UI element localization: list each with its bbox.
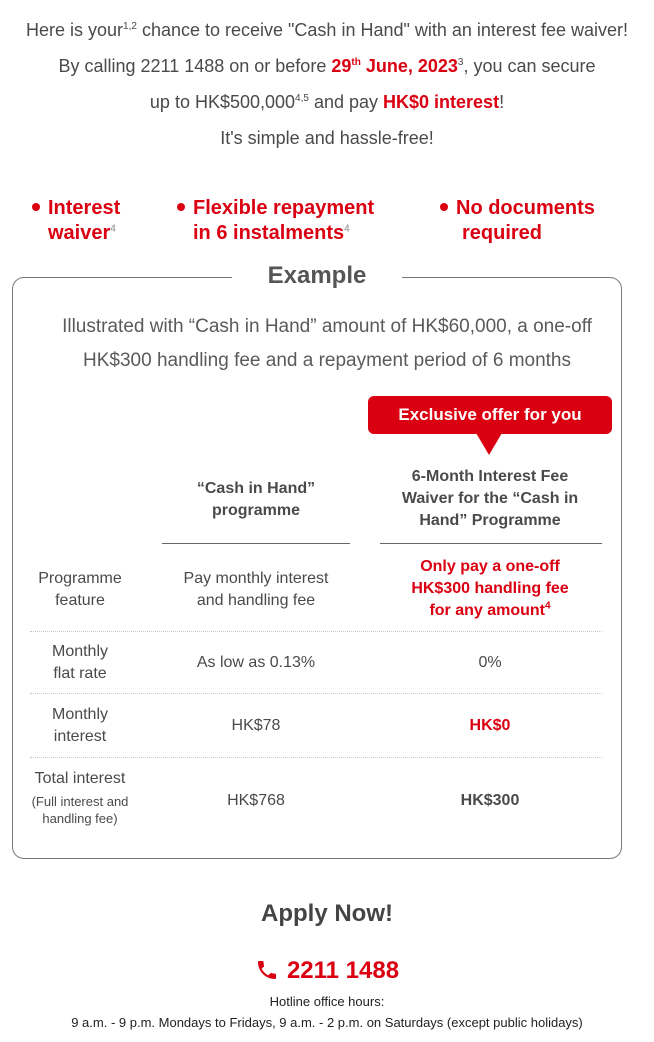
row3-col1-value: HK$78 [231,717,281,734]
row4-col2-value: HK$300 [460,792,520,809]
example-title: Example [267,262,367,289]
row1-col1-value: Pay monthly interest and handling fee [183,570,329,609]
row-label-total-interest: Total interest (Full interest and handling fee) [31,770,129,826]
row-label-programme-feature: Programme feature [38,570,122,609]
col-header-cash-in-hand: “Cash in Hand” programme [196,480,316,519]
phone-icon [255,958,279,982]
offer-badge-pointer [476,433,502,455]
zero-interest-highlight: HK$0 interest [383,92,500,112]
bullet-dot-icon [32,203,40,211]
benefit-interest-waiver: Interest waiver$^4$ [32,196,120,246]
bullet-dot-icon [177,203,185,211]
row-label-monthly-flat-rate: Monthly flat rate [51,643,109,682]
intro-line-4: It's simple and hassle-free! [220,128,434,148]
hotline-number[interactable]: 2211 1488 [286,957,400,984]
col1-header-divider [162,543,350,544]
col2-header-divider [380,543,602,544]
row-divider [30,631,602,632]
intro-text [0,12,654,156]
deadline-date: 29th June, 2023 [331,56,458,76]
row2-col2-value: 0% [478,654,502,671]
example-description: Illustrated with “Cash in Hand” amount of HK$60,000, a one-off HK$300 handling fee and a repayment period of 6 months [62,316,592,371]
hotline-hours: 9 a.m. - 9 p.m. Mondays to Fridays, 9 a.m. - 2 p.m. on Saturdays (except public holidays) [71,1015,583,1030]
benefit-no-documents: No documents required [440,196,595,246]
row3-col2-value: HK$0 [469,717,511,734]
hotline-phone-link[interactable] [0,956,654,986]
row-divider [30,693,602,694]
example-title-wrap [232,260,402,292]
exclusive-offer-badge: Exclusive offer for you [368,396,612,434]
bullet-dot-icon [440,203,448,211]
benefit-bullets [0,196,654,256]
benefit-flexible-repayment: Flexible repayment in 6 instalments$^4$ [177,196,374,246]
intro-line-2: By calling 2211 1488 on or before 29th June, 2023$^3$, you can secure [58,56,596,76]
row-label-monthly-interest: Monthly interest [51,706,109,745]
row4-col1-value: HK$768 [227,792,285,809]
row2-col1-value: As low as 0.13% [196,654,316,671]
col-header-interest-waiver: 6-Month Interest Fee Waiver for the “Cash in Hand” Programme [401,468,579,529]
intro-line-3: up to HK$500,000$^{4,5}$ and pay HK$0 interest! [149,92,505,112]
intro-line-1: Here is your$^{1,2}$ chance to receive "Cash in Hand" with an interest fee waiver! [26,20,628,40]
hotline-hours-label: Hotline office hours: [269,994,385,1009]
row-divider [30,757,602,758]
row1-col2-value: Only pay a one-off HK$300 handling fee for any amount$^4$ [411,558,569,619]
apply-now-heading: Apply Now! [261,900,393,927]
